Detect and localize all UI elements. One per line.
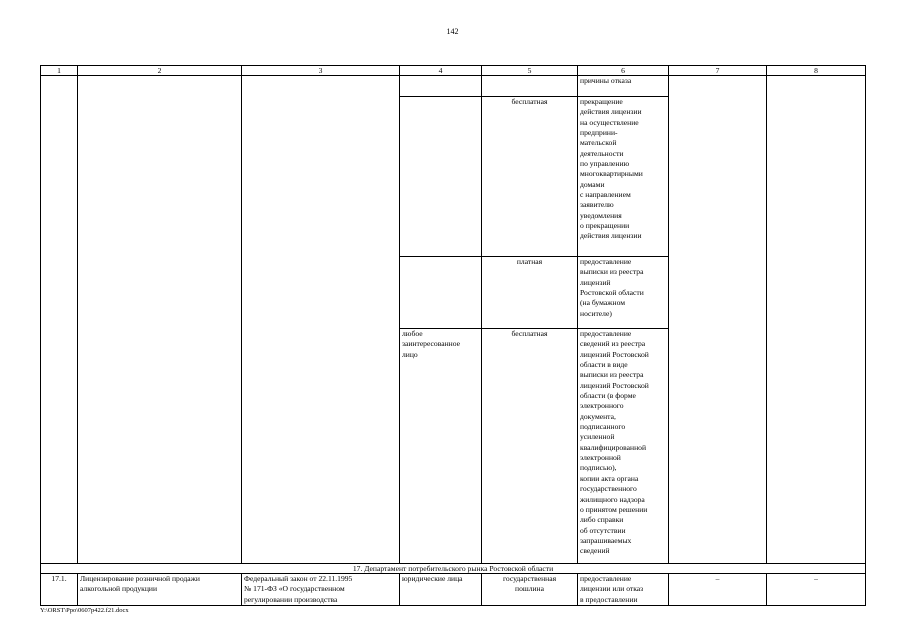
text-line: выписки из реестра — [580, 370, 644, 380]
text-line: предоставление — [580, 574, 632, 583]
text-line: домами — [580, 179, 605, 189]
cell-empty — [242, 76, 400, 564]
applicant-cell — [400, 574, 482, 606]
text-line: выписки из реестра — [580, 267, 644, 277]
text-line: усиленной — [580, 432, 615, 442]
fee-cell: бесплатная — [482, 97, 578, 257]
text-line: действия лицензии — [580, 107, 642, 117]
cell-empty — [41, 76, 78, 564]
fee-cell: платная — [482, 257, 578, 329]
document-table — [40, 65, 866, 606]
text-line: подписанного — [580, 422, 626, 432]
text-line: уведомления — [580, 210, 622, 220]
column-number-cell: 5 — [482, 66, 578, 76]
text-line: Ростовской области — [580, 288, 644, 298]
text-line: на осуществление — [580, 117, 639, 127]
text-line: предоставление — [580, 257, 632, 266]
footer-file-path: Y:\ORST\Ppo\0607p422.f21.docx — [40, 607, 129, 614]
page-number: 142 — [446, 27, 459, 36]
text-line: либо справки — [580, 515, 624, 525]
text-line: причины отказа — [580, 76, 632, 85]
text-line: государственного — [580, 484, 637, 494]
text-line: № 171-ФЗ «О государственном — [244, 584, 345, 594]
text-line: лицо — [402, 349, 418, 359]
text-line: области (в форме — [580, 391, 636, 401]
text-line: многоквартирными — [580, 169, 643, 179]
result-cell — [578, 257, 669, 329]
applicant-cell — [400, 329, 482, 564]
text-line: алкогольной продукции — [80, 584, 158, 594]
cell-empty — [400, 257, 482, 329]
text-line: с направлением — [580, 190, 631, 200]
column-number-cell: 4 — [400, 66, 482, 76]
table-row — [41, 76, 866, 97]
text-line: государственная — [502, 574, 557, 583]
cell-empty — [669, 76, 767, 564]
column-number-cell: 1 — [41, 66, 78, 76]
text-line: в предоставлении — [580, 594, 638, 604]
legal-basis-cell — [242, 574, 400, 606]
cell-empty — [400, 97, 482, 257]
text-line: мательской — [580, 138, 617, 148]
result-cell — [578, 329, 669, 564]
text-line: юридические лица — [402, 574, 463, 583]
text-line: любое — [402, 329, 423, 338]
row-number: 17.1. — [41, 574, 78, 606]
text-line: электронной — [580, 453, 621, 463]
fee-cell — [482, 574, 578, 606]
text-line: об отсутствии — [580, 525, 626, 535]
cell-empty — [400, 76, 482, 97]
result-cell — [578, 97, 669, 257]
text-line: области в виде — [580, 360, 628, 370]
section-title: 17. Департамент потребительского рынка Ростовской области — [41, 564, 866, 574]
text-line: лицензии или отказ — [580, 584, 644, 594]
text-line: заявителю — [580, 200, 614, 210]
text-line: сведений — [580, 546, 610, 556]
cell-empty — [482, 76, 578, 97]
text-line: действия лицензии — [580, 231, 642, 241]
text-line: Лицензирование розничной продажи — [80, 574, 200, 583]
column-number-cell: 6 — [578, 66, 669, 76]
text-line: по управлению — [580, 159, 630, 169]
column-number-cell: 7 — [669, 66, 767, 76]
text-line: лицензий Ростовской — [580, 380, 649, 390]
text-line: подписью), — [580, 463, 617, 473]
text-line: лицензий Ростовской — [580, 349, 649, 359]
text-line: предоставление — [580, 329, 632, 338]
table-row — [41, 574, 866, 606]
text-line: документа, — [580, 411, 616, 421]
column-number-cell: 8 — [767, 66, 866, 76]
text-line: регулировании производства — [244, 594, 338, 604]
column-number-cell: 2 — [78, 66, 242, 76]
result-cell — [578, 76, 669, 97]
service-name-cell — [78, 574, 242, 606]
text-line: (на бумажном — [580, 298, 626, 308]
text-line: квалифицированной — [580, 442, 647, 452]
text-line: Федеральный закон от 22.11.1995 — [244, 574, 353, 583]
text-line: носителе) — [580, 308, 612, 318]
text-line: электронного — [580, 401, 624, 411]
result-cell — [578, 574, 669, 606]
text-line: жилищного надзора — [580, 494, 645, 504]
text-line: пошлина — [515, 584, 544, 594]
cell-empty — [767, 76, 866, 564]
text-line: заинтересованное — [402, 339, 460, 349]
text-line: о принятом решении — [580, 504, 648, 514]
text-line: прекращение — [580, 97, 623, 106]
text-line: лицензий — [580, 277, 611, 287]
section-row — [41, 564, 866, 574]
text-line: запрашиваемых — [580, 535, 632, 545]
column-number-cell: 3 — [242, 66, 400, 76]
text-line: о прекращении — [580, 221, 630, 231]
text-line: копии акта органа — [580, 473, 639, 483]
column-number-row — [41, 66, 866, 76]
cell-empty — [78, 76, 242, 564]
text-line: сведений из реестра — [580, 339, 646, 349]
text-line: деятельности — [580, 148, 624, 158]
fee-cell: бесплатная — [482, 329, 578, 564]
dash-cell: – — [767, 574, 866, 606]
dash-cell: – — [669, 574, 767, 606]
text-line: предприни- — [580, 128, 618, 138]
